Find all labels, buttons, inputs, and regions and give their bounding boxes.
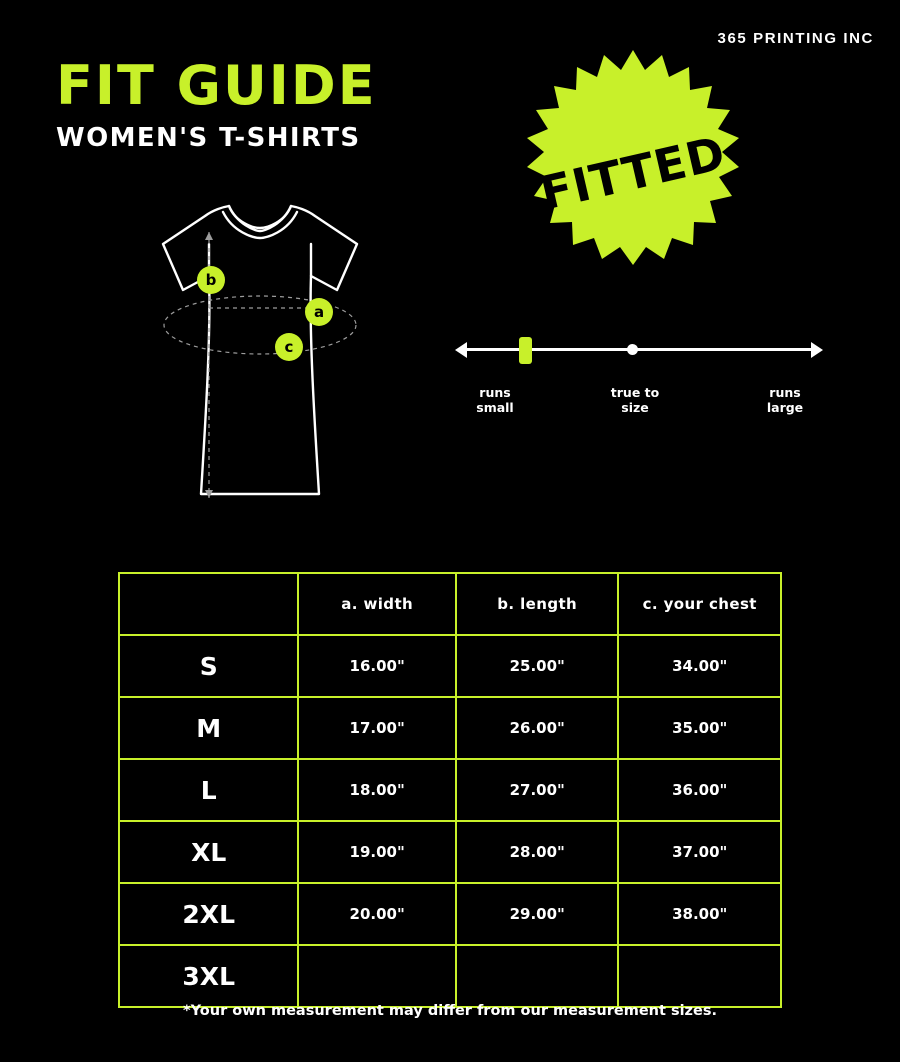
cell-length: 26.00" [456, 697, 619, 759]
table-row [119, 883, 781, 945]
cell-length [456, 945, 619, 1007]
scale-position-marker [519, 337, 532, 364]
marker-a: a [305, 298, 333, 326]
scale-label-true-to-size: true to size [610, 385, 660, 415]
cell-size: L [119, 759, 298, 821]
header-length: b. length [456, 573, 619, 635]
page-subtitle: WOMEN'S T-SHIRTS [56, 122, 361, 153]
title-block [56, 54, 377, 153]
cell-size: 2XL [119, 883, 298, 945]
header-size [119, 573, 298, 635]
header-width: a. width [298, 573, 456, 635]
cell-width: 17.00" [298, 697, 456, 759]
table-row [119, 635, 781, 697]
cell-width: 18.00" [298, 759, 456, 821]
cell-width [298, 945, 456, 1007]
table-row [119, 697, 781, 759]
cell-size: XL [119, 821, 298, 883]
scale-line [463, 348, 815, 351]
table-row [119, 945, 781, 1007]
marker-b: b [197, 266, 225, 294]
header-chest: c. your chest [618, 573, 781, 635]
table-row [119, 821, 781, 883]
cell-size: 3XL [119, 945, 298, 1007]
scale-label-runs-small: runs small [476, 385, 514, 415]
table-row [119, 759, 781, 821]
table-header-row [119, 573, 781, 635]
starburst-icon [508, 48, 758, 298]
scale-label-runs-large: runs large [766, 385, 804, 415]
footnote: *Your own measurement may differ from our measurement sizes. [183, 1003, 717, 1019]
fit-scale-labels [440, 385, 840, 425]
size-chart-table [118, 572, 782, 1008]
cell-chest: 36.00" [618, 759, 781, 821]
cell-chest [618, 945, 781, 1007]
tshirt-illustration [105, 198, 415, 528]
cell-length: 25.00" [456, 635, 619, 697]
cell-width: 19.00" [298, 821, 456, 883]
tshirt-icon [105, 198, 415, 528]
cell-length: 29.00" [456, 883, 619, 945]
cell-chest: 34.00" [618, 635, 781, 697]
cell-chest: 38.00" [618, 883, 781, 945]
cell-length: 27.00" [456, 759, 619, 821]
cell-size: S [119, 635, 298, 697]
cell-size: M [119, 697, 298, 759]
cell-length: 28.00" [456, 821, 619, 883]
cell-width: 16.00" [298, 635, 456, 697]
fit-scale [455, 335, 823, 365]
scale-arrow-right-icon [811, 342, 823, 358]
cell-chest: 37.00" [618, 821, 781, 883]
page-title: FIT GUIDE [56, 54, 377, 117]
scale-midpoint-dot [627, 344, 638, 355]
badge-label: FITTED [535, 125, 731, 221]
cell-chest: 35.00" [618, 697, 781, 759]
cell-width: 20.00" [298, 883, 456, 945]
fitted-badge [508, 48, 758, 298]
brand-name: 365 PRINTING INC [717, 30, 874, 47]
marker-c: c [275, 333, 303, 361]
